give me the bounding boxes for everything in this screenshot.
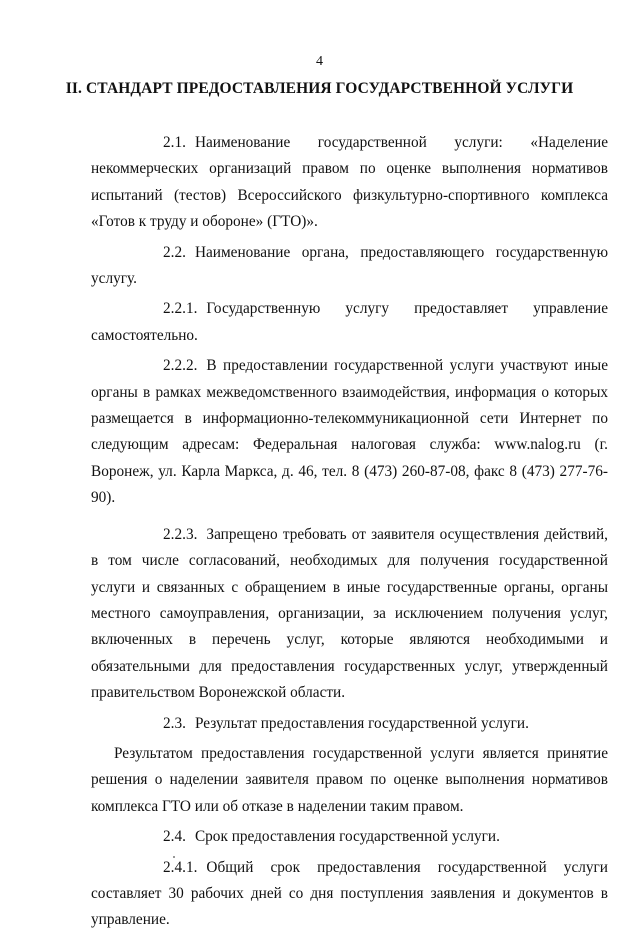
paragraph-2-2-2 xyxy=(91,353,608,511)
paragraph-2-2-1 xyxy=(91,296,608,349)
clause-number: 2.1. xyxy=(163,134,186,151)
paragraph-text: Результат предоставления государственной услуги. xyxy=(194,714,529,732)
clause-number: 2.2.3. xyxy=(163,525,198,543)
scan-artifact-dot xyxy=(173,856,175,858)
paragraph-2-3 xyxy=(91,711,608,737)
paragraph-2-4 xyxy=(91,824,608,850)
clause-number: 2.2.2. xyxy=(163,357,198,375)
paragraph-2-1 xyxy=(91,130,608,236)
paragraph-text: Государственную услугу предоставляет управление самостоятельно. xyxy=(91,300,608,344)
clause-number: 2.2. xyxy=(163,243,186,261)
section-title: II. СТАНДАРТ ПРЕДОСТАВЛЕНИЯ ГОСУДАРСТВЕННОЙ УСЛУГИ xyxy=(65,80,574,97)
paragraph-text: Наименование государственной услуги: «Наделение некоммерческих организаций правом по оценке выполнения нормативов испытаний (тестов) Всероссийского физкультурно-спортивного комплекса «Готов к труду и обороне» (ГТО)». xyxy=(91,134,608,231)
clause-number: 2.4.1. xyxy=(163,858,198,876)
paragraph-text: Наименование органа, предоставляющего государственную услугу. xyxy=(91,243,608,288)
paragraph-2-2-3 xyxy=(91,522,608,707)
document-body xyxy=(91,130,608,934)
clause-number: 2.4. xyxy=(163,828,186,846)
paragraph-text: Общий срок предоставления государственной услуги составляет 30 рабочих дней со дня поступления заявления и документов в управление. xyxy=(91,858,608,929)
paragraph-text: Результатом предоставления государственной услуги является принятие решения о наделении заявителя правом по оценке выполнения нормативов комплекса ГТО или об отказе в наделении таким правом. xyxy=(91,744,608,815)
paragraph-result xyxy=(91,741,608,820)
clause-number: 2.2.1. xyxy=(163,300,198,318)
paragraph-2-4-1 xyxy=(91,855,608,934)
paragraph-text: В предоставлении государственной услуги участвуют иные органы в рамках межведомственного взаимодействия, информация о которых размещается в информационно-телекоммуникационной сети Интернет по следующим адресам: Федеральная налоговая служба: www.nalog.ru (г. Воронеж, ул. Карла Маркса, д. 46, тел. 8 (473) 260-87-08, факс 8 (473) 277-76-90). xyxy=(91,357,608,507)
paragraph-2-2 xyxy=(91,240,608,293)
paragraph-text: Запрещено требовать от заявителя осуществления действий, в том числе согласований, необходимых для получения государственной услуги и связанных с обращением в иные государственные органы, органы местного самоуправления, организации, за исключением получения услуг, включенных в перечень услуг, которые являются необходимыми и обязательными для предоставления государственных услуг, утвержденный правительством Воронежской области. xyxy=(91,525,608,702)
paragraph-text: Срок предоставления государственной услуги. xyxy=(194,828,500,846)
page-number: 4 xyxy=(316,54,323,69)
clause-number: 2.3. xyxy=(163,714,186,732)
